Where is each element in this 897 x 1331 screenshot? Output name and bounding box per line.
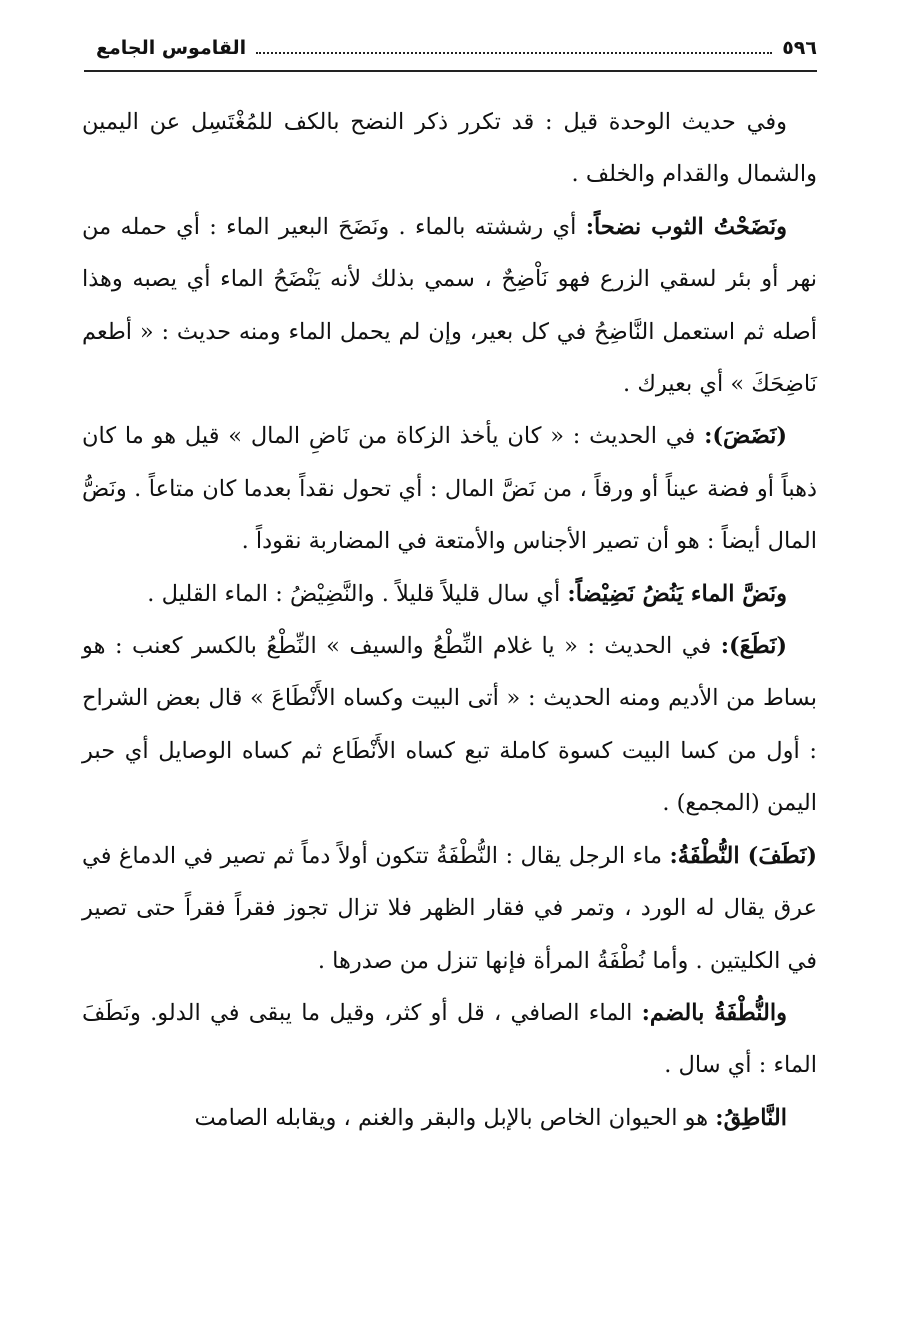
definition-text: أي رششته بالماء . ونَضَحَ البعير الماء : أي حمله من نهر أو بئر لسقي الزرع فهو نَاْضِحٌ ، سمي بذلك لأنه يَنْضَحُ الماء أي يصبه وهذا أصله ثم استعمل النَّاضِحُ في كل بعير، وإن لم يحمل الماء ومنه حديث : « أطعم نَاضِحَكَ » أي بعيرك .	[82, 213, 817, 398]
definition-text: أي سال قليلاً قليلاً . والنَّضِيْضُ : الماء القليل .	[147, 580, 568, 607]
entry-paragraph	[82, 987, 817, 1092]
headword: (نَطَعَ):	[720, 633, 787, 660]
entry-paragraph	[82, 201, 817, 411]
headword: النَّاطِقُ:	[715, 1104, 787, 1131]
page-number: ٥٩٦	[782, 37, 817, 59]
entry-paragraph	[82, 96, 817, 201]
headword: والنُّطْفَةُ بالضم:	[641, 999, 787, 1026]
page-body	[82, 96, 817, 1144]
entry-paragraph	[82, 568, 817, 620]
definition-text: في الحديث : « يا غلام النِّطْعُ والسيف » النِّطْعُ بالكسر كعنب : هو بساط من الأديم ومنه الحديث : « أتى البيت وكساه الأَنْطَاعَ » قال بعض الشراح : أول من كسا البيت كسوة كاملة تبع كساه الأَنْطَاع ثم كساه الوصايل أي حبر اليمن (المجمع) .	[82, 633, 817, 817]
page-header	[96, 30, 817, 66]
header-rule	[84, 70, 817, 72]
entry-paragraph	[82, 830, 817, 987]
entry-paragraph	[82, 1092, 817, 1144]
headword: (نَضَضَ):	[704, 423, 787, 450]
definition-text: هو الحيوان الخاص بالإبل والبقر والغنم ، ويقابله الصامت	[194, 1104, 716, 1131]
definition-text: وفي حديث الوحدة قيل : قد تكرر ذكر النضح بالكف للمُغْتَسِل عن اليمين والشمال والقدام والخلف .	[82, 109, 817, 188]
entry-paragraph	[82, 620, 817, 830]
headword: ونَضَّ الماء يَنُضُ نَضِيْضاً:	[567, 580, 787, 607]
headword: ونَضَحْتُ الثوب نضحاً:	[585, 213, 787, 240]
definition-text: الماء الصافي ، قل أو كثر، وقيل ما يبقى في الدلو. ونَطَفَ الماء : أي سال .	[82, 999, 817, 1079]
dotted-leader	[256, 51, 772, 54]
entry-paragraph	[82, 410, 817, 567]
headword: (نَطَفَ) النُّطْفَةُ:	[669, 842, 817, 869]
definition-text: في الحديث : « كان يأخذ الزكاة من نَاضِ المال » قيل هو ما كان ذهباً أو فضة عيناً أو ورقاً ، من نَضَّ المال : أي تحول نقداً بعدما كان متاعاً . ونَضُّ المال أيضاً : هو أن تصير الأجناس والأمتعة في المضاربة نقوداً .	[82, 423, 817, 555]
running-title: القاموس الجامع	[96, 37, 247, 59]
definition-text: ماء الرجل يقال : النُّطْفَةُ تتكون أولاً دماً ثم تصير في الدماغ في عرق يقال له الورد ، وتمر في فقار الظهر فلا تزال تجوز فقراً فقراً حتى تصير في الكليتين . وأما نُطْفَةُ المرأة فإنها تنزل من صدرها .	[82, 842, 817, 974]
